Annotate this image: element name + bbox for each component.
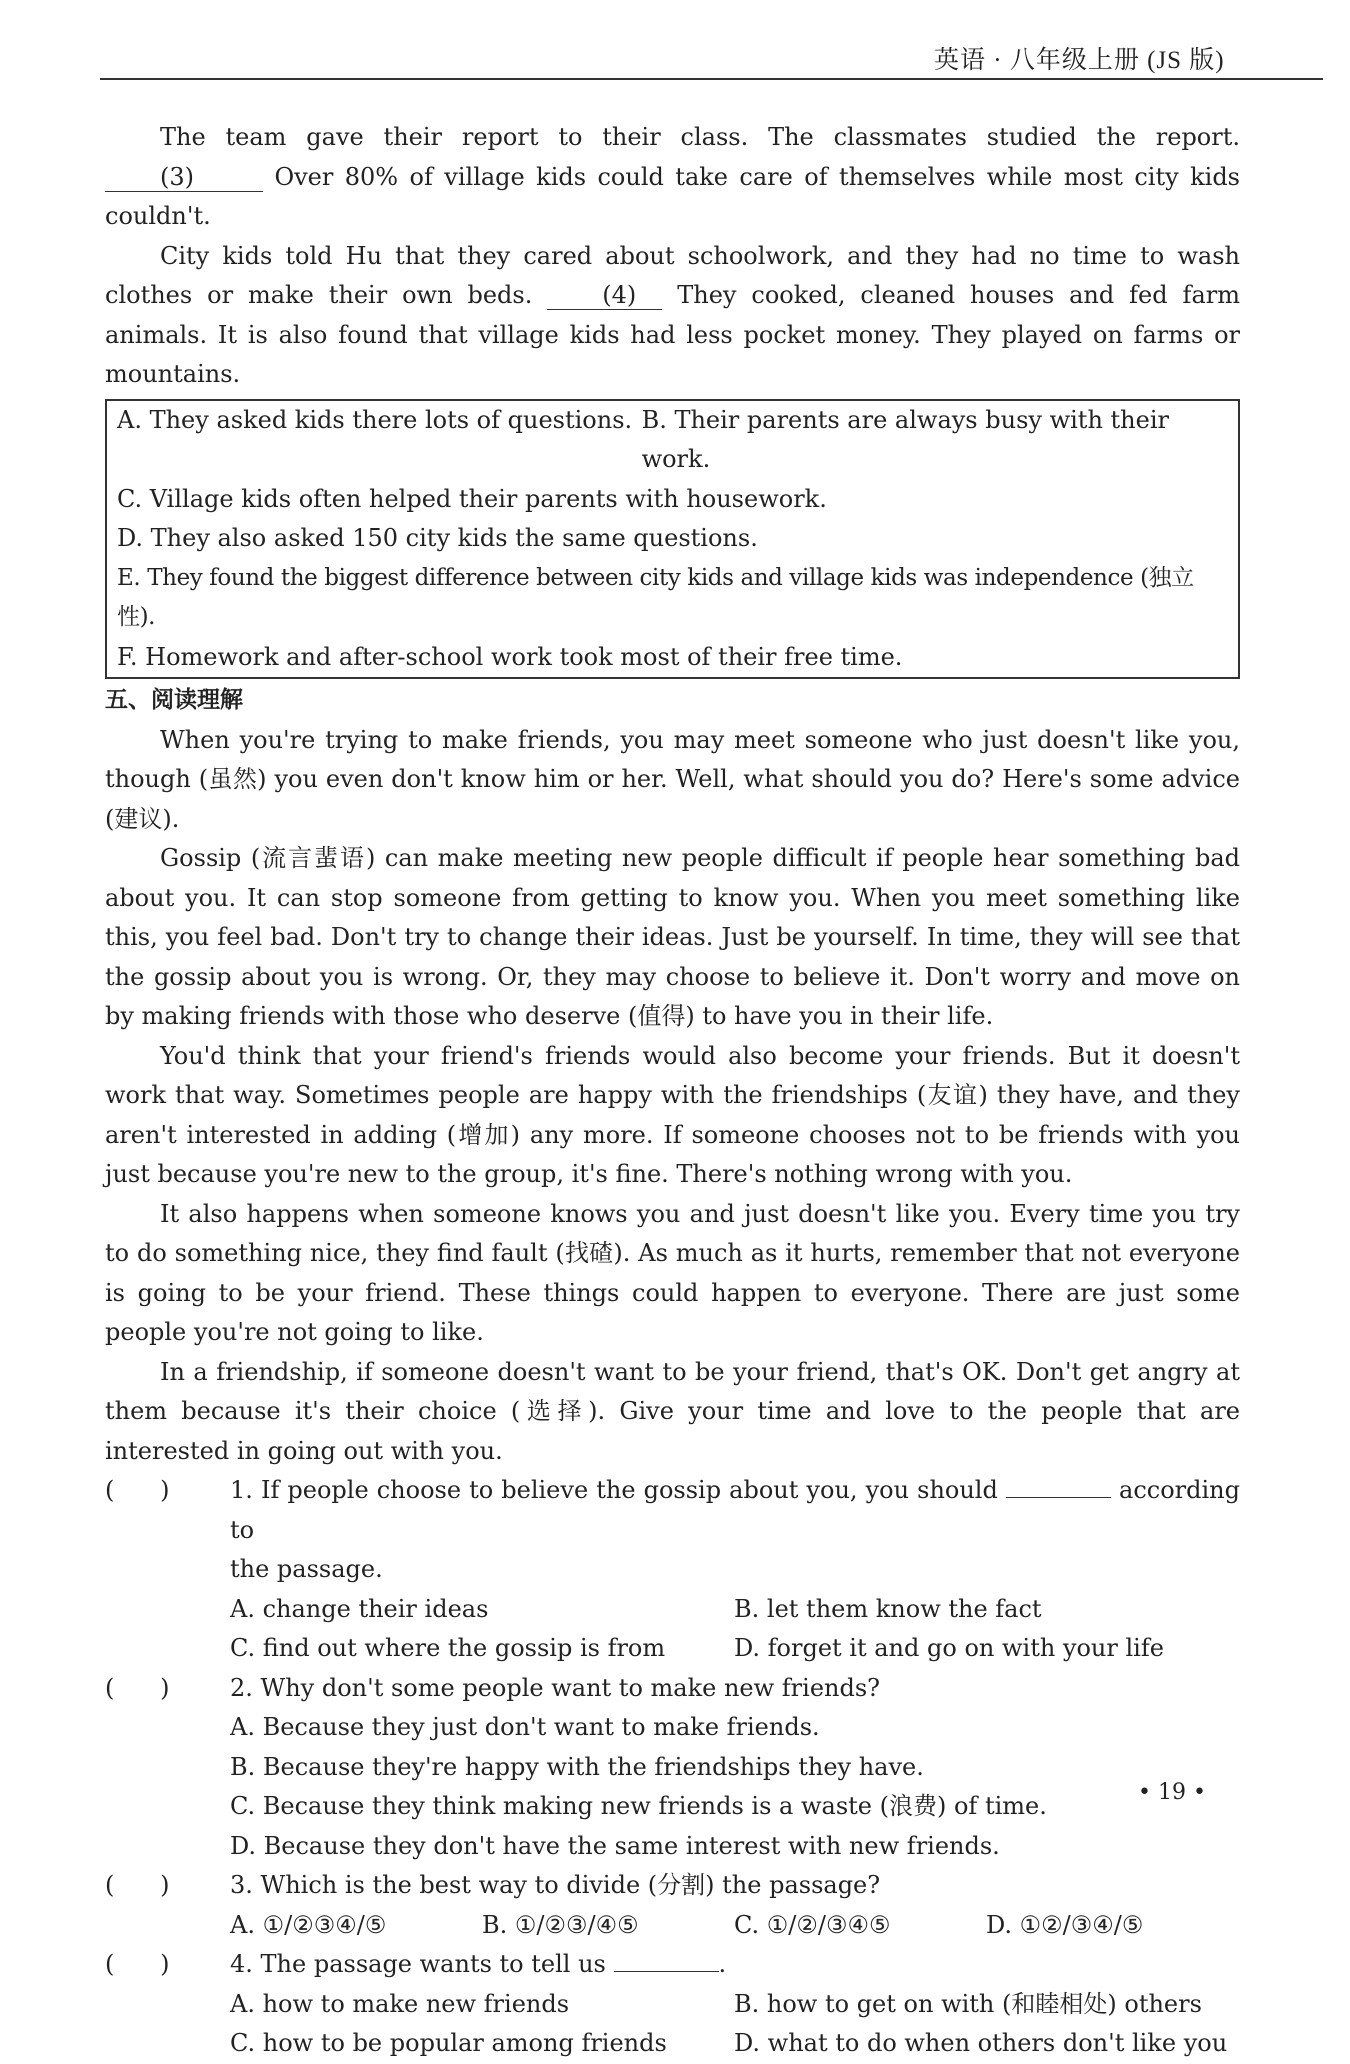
choice-a: A. change their ideas (230, 1594, 489, 1623)
header-rule (100, 78, 1323, 80)
choice-b: B. ①/②③/④⑤ (482, 1910, 639, 1939)
question-3 (105, 1866, 1240, 1906)
answer-paren[interactable]: ( ) (105, 1476, 170, 1504)
question-4 (105, 1945, 1240, 1985)
answer-blank-4[interactable]: (4) (547, 281, 662, 310)
question-3-options (105, 1906, 1240, 1946)
page-number: • 19 • (1138, 1780, 1206, 1805)
question-4-options-row-2 (105, 2024, 1240, 2064)
passage-b-paragraph-5: In a friendship, if someone doesn't want to be your friend, that's OK. Don't get angry at them because it's their choice (选择). Give your time and love to the people that are interested in going out with you. (105, 1357, 1240, 1465)
question-1-options-row-2 (105, 1629, 1240, 1669)
passage-b-paragraph-2: Gossip (流言蜚语) can make meeting new people difficult if people hear something bad about you. It can stop someone from getting to know you. When you meet something like this, you feel bad. Don't try to change their ideas. Just be yourself. In time, they will see that the gossip about you is wrong. Or, they may choose to believe it. Don't worry and move on by making friends with those who deserve (值得) to have you in their life. (105, 844, 1240, 1030)
question-stem: 3. Which is the best way to divide (分割) the passage? (230, 1871, 881, 1899)
question-stem-line-2: the passage. (230, 1555, 383, 1583)
answer-blank[interactable] (1006, 1497, 1111, 1498)
question-4-options-row-1 (105, 1985, 1240, 2025)
answer-paren[interactable]: ( ) (105, 1871, 170, 1899)
option-b: B. Their parents are always busy with their work. (641, 405, 1169, 473)
choice-c: C. Because they think making new friends is a waste (浪费) of time. (230, 1792, 1047, 1820)
question-stem: 4. The passage wants to tell us (230, 1950, 606, 1978)
passage-a-paragraph-2 (105, 237, 1240, 395)
passage-b-paragraph-1: When you're trying to make friends, you may meet someone who just doesn't like you, though (虽然) you even don't know him or her. Well, what should you do? Here's some advice (建议). (105, 725, 1240, 833)
choice-b: B. let them know the fact (734, 1594, 1042, 1623)
question-stem: 2. Why don't some people want to make new friends? (230, 1673, 881, 1702)
option-e: E. They found the biggest difference between city kids and village kids was independence (独立性). (117, 564, 1194, 630)
choice-b: B. how to get on with (和睦相处) others (734, 1989, 1202, 2018)
book-header-title: 英语 · 八年级上册 (JS 版) (934, 47, 1225, 74)
choice-a: A. ①/②③④/⑤ (230, 1910, 387, 1939)
section-title: 五、阅读理解 (105, 687, 243, 713)
question-stem: 1. If people choose to believe the gossip about you, you should (230, 1476, 998, 1504)
choice-c: C. how to be popular among friends (230, 2029, 667, 2057)
text: Over 80% of village kids could take care of themselves while most city kids couldn't. (105, 162, 1240, 230)
option-a: A. They asked kids there lots of questions. (117, 405, 633, 434)
option-f: F. Homework and after-school work took most of their free time. (117, 642, 903, 671)
choice-d: D. Because they don't have the same interest with new friends. (230, 1831, 1000, 1860)
question-stem-end: . (718, 1950, 727, 1978)
text: They cooked, cleaned houses and fed farm animals. It is also found that village kids had less pocket money. They played on farms or mountains. (105, 281, 1240, 388)
choice-b: B. Because they're happy with the friendships they have. (230, 1752, 924, 1781)
passage-b-paragraph-3: You'd think that your friend's friends would also become your friends. But it doesn't work that way. Sometimes people are happy with the friendships (友谊) they have, and they aren't interested in adding (增加) any more. If someone chooses not to be friends with you just because you're new to the group, it's fine. There's nothing wrong with you. (105, 1041, 1240, 1188)
answer-paren[interactable]: ( ) (105, 1950, 170, 1978)
answer-paren[interactable]: ( ) (105, 1673, 170, 1702)
choice-d: D. forget it and go on with your life (734, 1634, 1164, 1662)
passage-a-paragraph-1 (105, 118, 1240, 237)
answer-blank[interactable] (614, 1971, 719, 1972)
text: City kids told Hu that they cared about schoolwork, and they had no time to wash clothes or make their own beds. (105, 241, 1240, 309)
page-content (105, 118, 1240, 2064)
text: The team gave their report to their class. The classmates studied the report. (160, 123, 1240, 151)
option-d: D. They also asked 150 city kids the same questions. (117, 524, 758, 552)
choice-c: C. find out where the gossip is from (230, 1634, 666, 1662)
choice-a: A. Because they just don't want to make friends. (230, 1713, 820, 1741)
option-c: C. Village kids often helped their parents with housework. (117, 484, 827, 513)
question-2 (105, 1669, 1240, 1709)
question-1-options-row-1 (105, 1590, 1240, 1630)
passage-b-paragraph-4: It also happens when someone knows you and just doesn't like you. Every time you try to do something nice, they find fault (找碴). As much as it hurts, remember that not everyone is going to be your friend. These things could happen to everyone. There are just some people you're not going to like. (105, 1199, 1240, 1346)
question-stem-cont: according to (230, 1476, 1240, 1544)
choice-d: D. what to do when others don't like you (734, 2029, 1228, 2057)
choice-d: D. ①②/③④/⑤ (986, 1910, 1144, 1939)
question-1 (105, 1471, 1240, 1550)
options-box (105, 399, 1240, 680)
choice-a: A. how to make new friends (230, 1989, 570, 2018)
answer-blank-3[interactable]: (3) (105, 163, 263, 192)
choice-c: C. ①/②/③④⑤ (734, 1910, 891, 1939)
